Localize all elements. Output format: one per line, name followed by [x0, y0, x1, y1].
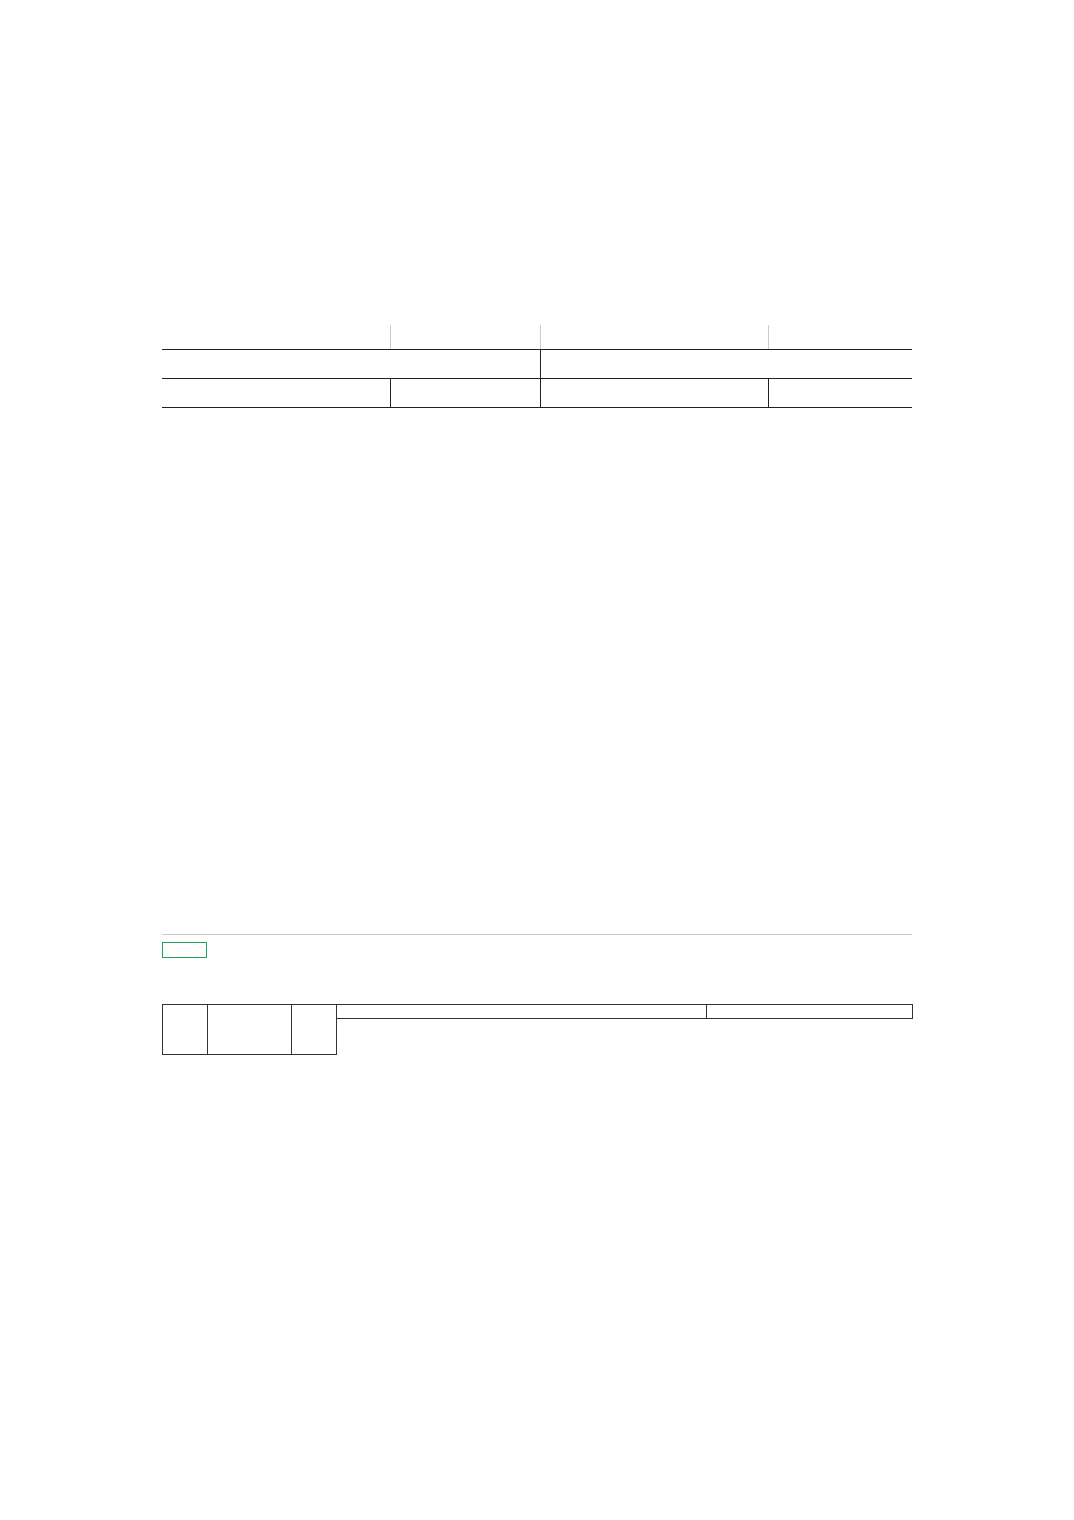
code-header — [163, 1005, 208, 1055]
column-letters — [162, 934, 912, 942]
current-income-header — [337, 1005, 707, 1019]
prev-balance-header — [707, 1005, 913, 1019]
total-header — [292, 1005, 337, 1055]
dept-label — [162, 325, 390, 350]
income-budget-header — [390, 379, 540, 408]
sheet-title — [162, 968, 912, 990]
name-header — [208, 1005, 292, 1055]
expense-item-header — [540, 379, 768, 408]
unit-label — [768, 325, 912, 350]
summary-table — [162, 325, 912, 408]
sheet-unit-label — [906, 992, 912, 1004]
income-header — [162, 350, 540, 379]
sheet-caption[interactable] — [162, 942, 207, 958]
expense-budget-header — [768, 379, 912, 408]
income-item-header — [162, 379, 390, 408]
expense-header — [540, 350, 912, 379]
income-summary-sheet — [162, 934, 912, 1055]
